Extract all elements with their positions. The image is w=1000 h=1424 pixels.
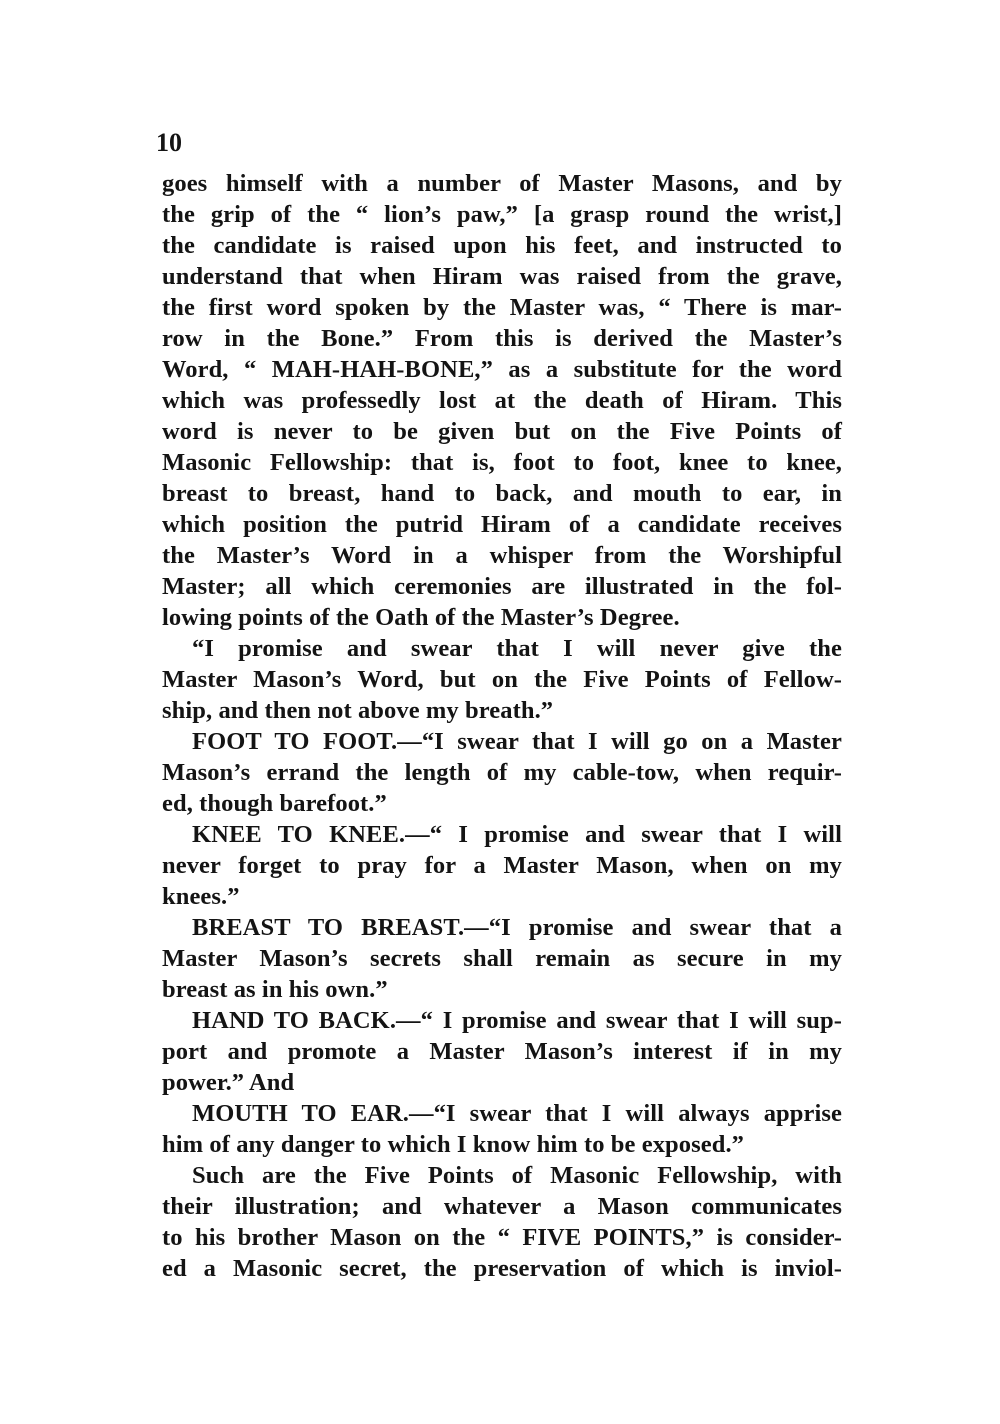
text-line: breast as in his own.” — [162, 976, 388, 1003]
text-line: their illustration; and whatever a Mason communicates — [162, 1193, 842, 1220]
text-line: Master Mason’s Word, but on the Five Points of Fellow- — [162, 666, 842, 693]
text-line: “I promise and swear that I will never give the — [192, 635, 842, 662]
text-line: KNEE TO KNEE.—“ I promise and swear that I will — [192, 821, 842, 848]
text-line: port and promote a Master Mason’s interest if in my — [162, 1038, 842, 1065]
text-line: the candidate is raised upon his feet, and instructed to — [162, 232, 842, 259]
text-line: goes himself with a number of Master Masons, and by — [162, 170, 842, 197]
text-line: ed a Masonic secret, the preservation of which is inviol- — [162, 1255, 842, 1282]
text-line: the first word spoken by the Master was, “ There is mar- — [162, 294, 842, 321]
text-line: Such are the Five Points of Masonic Fellowship, with — [192, 1162, 842, 1189]
text-line: the Master’s Word in a whisper from the Worshipful — [162, 542, 842, 569]
text-line: never forget to pray for a Master Mason, when on my — [162, 852, 842, 879]
text-line: ship, and then not above my breath.” — [162, 697, 554, 724]
text-line: Masonic Fellowship: that is, foot to foot, knee to knee, — [162, 449, 842, 476]
text-line: him of any danger to which I know him to be exposed.” — [162, 1131, 745, 1158]
text-line: Master; all which ceremonies are illustrated in the fol- — [162, 573, 842, 600]
text-line: which position the putrid Hiram of a candidate receives — [162, 511, 842, 538]
text-line: Master Mason’s secrets shall remain as secure in my — [162, 945, 842, 972]
text-line: understand that when Hiram was raised from the grave, — [162, 263, 842, 290]
text-line: Mason’s errand the length of my cable-tow, when requir- — [162, 759, 842, 786]
text-line: MOUTH TO EAR.—“I swear that I will always apprise — [192, 1100, 842, 1127]
text-line: to his brother Mason on the “ FIVE POINTS,” is consider- — [162, 1224, 842, 1251]
text-line: FOOT TO FOOT.—“I swear that I will go on a Master — [192, 728, 842, 755]
text-line: row in the Bone.” From this is derived the Master’s — [162, 325, 842, 352]
body-text — [162, 168, 842, 1284]
text-line: word is never to be given but on the Five Points of — [162, 418, 842, 445]
text-line: ed, though barefoot.” — [162, 790, 387, 817]
text-line: Word, “ MAH-HAH-BONE,” as a substitute for the word — [162, 356, 842, 383]
text-line: BREAST TO BREAST.—“I promise and swear that a — [192, 914, 842, 941]
page-number: 10 — [156, 128, 182, 157]
text-line: breast to breast, hand to back, and mouth to ear, in — [162, 480, 842, 507]
text-line: HAND TO BACK.—“ I promise and swear that I will sup- — [192, 1007, 842, 1034]
text-line: power.” And — [162, 1069, 295, 1096]
text-line: knees.” — [162, 883, 240, 910]
text-line: which was professedly lost at the death of Hiram. This — [162, 387, 842, 414]
text-line: the grip of the “ lion’s paw,” [a grasp round the wrist,] — [162, 201, 842, 228]
text-line: lowing points of the Oath of the Master’s Degree. — [162, 604, 680, 631]
